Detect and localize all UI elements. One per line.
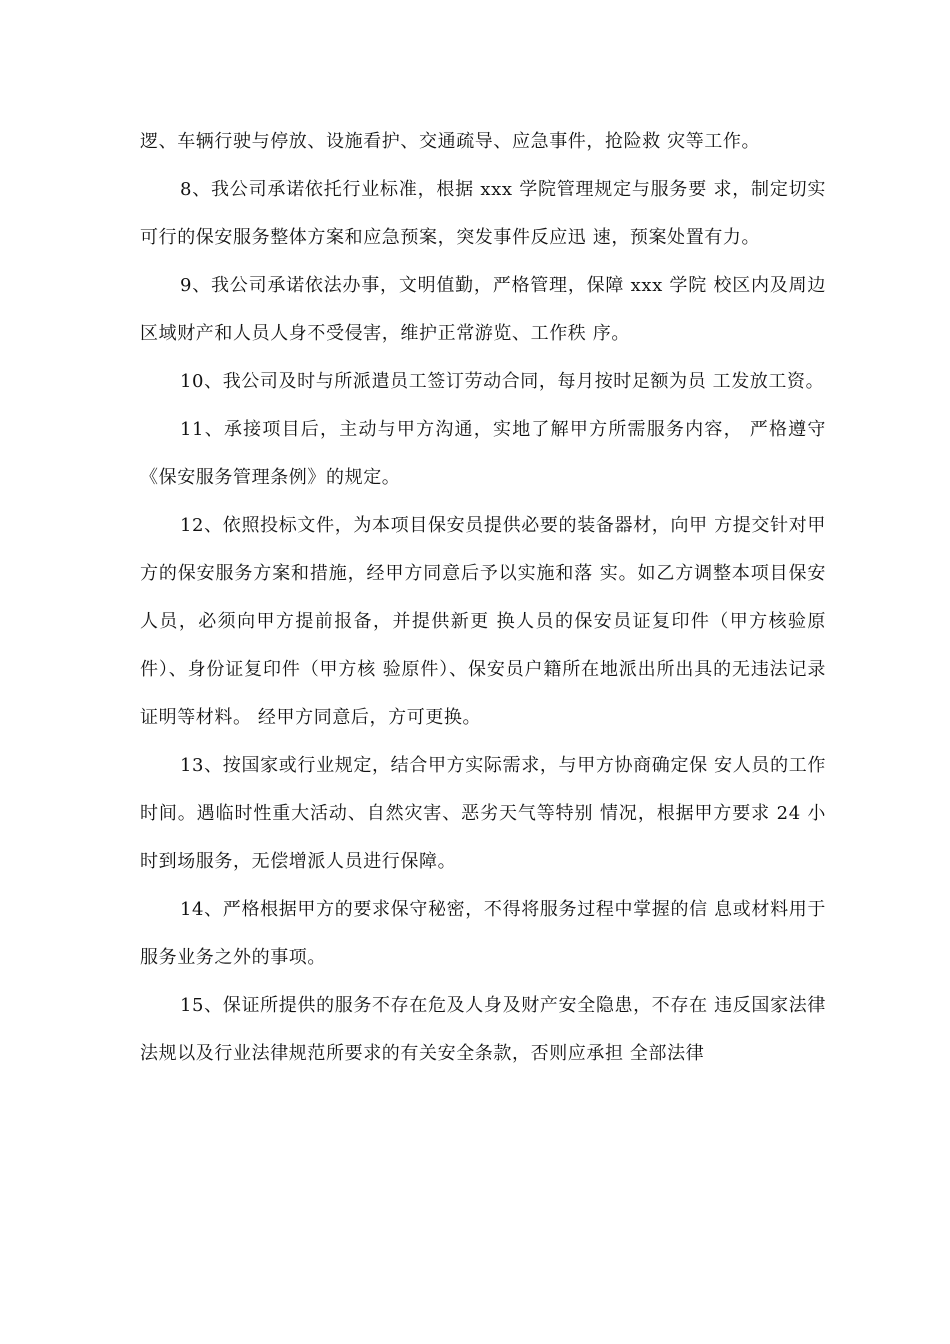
- paragraph-continuation: 逻、车辆行驶与停放、设施看护、交通疏导、应急事件，抢险救 灾等工作。: [140, 131, 761, 152]
- paragraph-item-9: 9、我公司承诺依法办事，文明值勤，严格管理，保障 xxx 学院 校区内及周边区域财产和人员人身不受侵害，维护正常游览、工作秩 序。: [140, 275, 826, 344]
- paragraph-item-10: 10、我公司及时与所派遣员工签订劳动合同，每月按时足额为员 工发放工资。: [180, 371, 825, 392]
- document-body: [140, 118, 826, 1078]
- paragraph-item-8: 8、我公司承诺依托行业标准，根据 xxx 学院管理规定与服务要 求，制定切实可行的保安服务整体方案和应急预案，突发事件反应迅 速，预案处置有力。: [140, 179, 826, 248]
- paragraph-item-14: 14、严格根据甲方的要求保守秘密，不得将服务过程中掌握的信 息或材料用于服务业务之外的事项。: [140, 899, 826, 968]
- paragraph-item-15: 15、保证所提供的服务不存在危及人身及财产安全隐患，不存在 违反国家法律法规以及行业法律规范所要求的有关安全条款，否则应承担 全部法律: [140, 995, 826, 1064]
- paragraph-item-13: 13、按国家或行业规定，结合甲方实际需求，与甲方协商确定保 安人员的工作时间。遇临时性重大活动、自然灾害、恶劣天气等特别 情况，根据甲方要求 24 小时到场服务，无偿增派人员进行保障。: [140, 755, 826, 872]
- paragraph-item-11: 11、承接项目后，主动与甲方沟通，实地了解甲方所需服务内容， 严格遵守《保安服务管理条例》的规定。: [140, 419, 826, 488]
- paragraph-item-12: 12、依照投标文件，为本项目保安员提供必要的装备器材，向甲 方提交针对甲方的保安服务方案和措施，经甲方同意后予以实施和落 实。如乙方调整本项目保安人员，必须向甲方提前报备，并提供新更 换人员的保安员证复印件（甲方核验原件）、身份证复印件（甲方核 验原件）、保安员户籍所在地派出所出具的无违法记录证明等材料。 经甲方同意后，方可更换。: [140, 515, 826, 728]
